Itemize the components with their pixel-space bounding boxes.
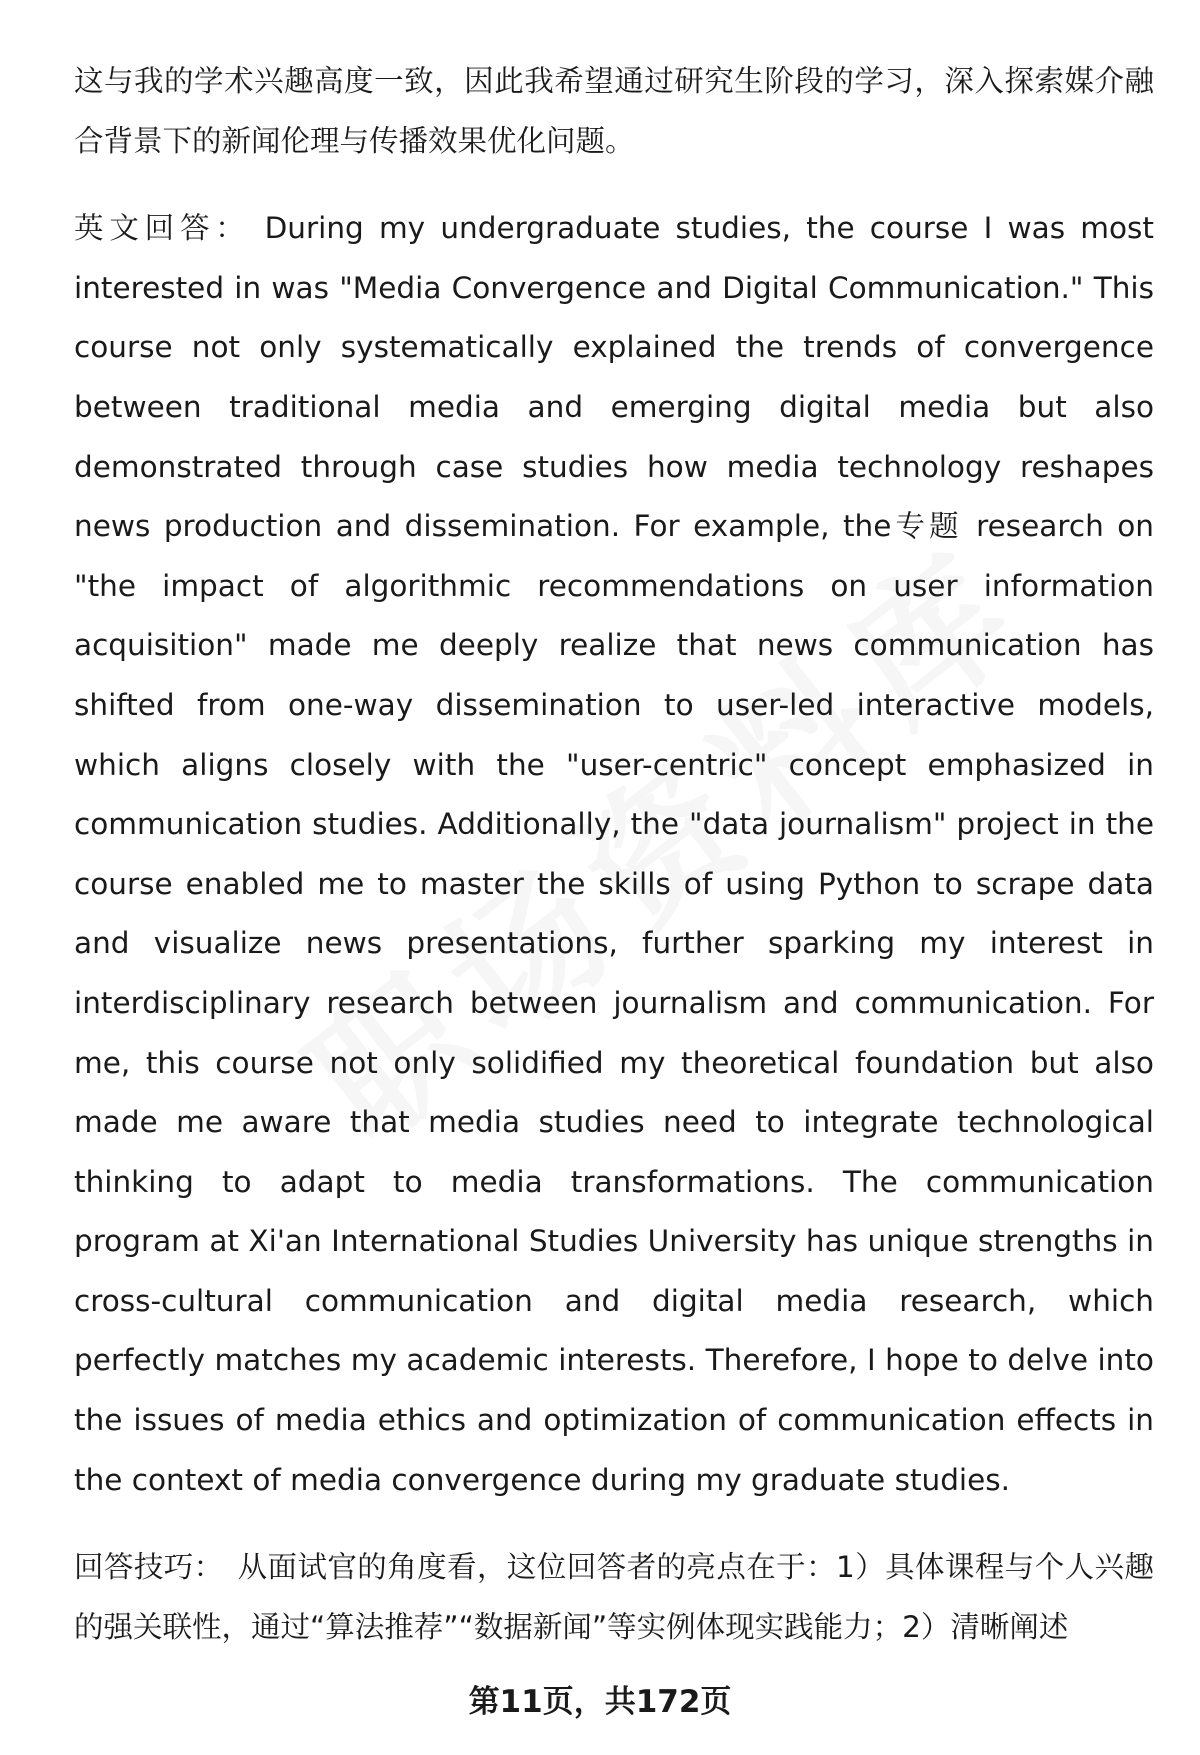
english-answer-text: During my undergraduate studies, the course I was most interested in was "Media Convergence and Digital Communication." This course not only systematically explained the trends of convergence between traditional media and emerging digital media but also demonstrated through case studies how media technology reshapes news production and dissemination. For example, the专题 research on "the impact of algorithmic recommendations on user information acquisition" made me deeply realize that news communication has shifted from one-way dissemination to user-led interactive models, which aligns closely with the "user-centric" concept emphasized in communication studies. Additionally, the "data journalism" project in the course enabled me to master the skills of using Python to scrape data and visualize news presentations, further sparking my interest in interdisciplinary research between journalism and communication. For me, this course not only solidified my theoretical foundation but also made me aware that media studies need to integrate technological thinking to adapt to media transformations. The communication program at Xi'an International Studies University has unique strengths in cross-cultural communication and digital media research, which perfectly matches my academic interests. Therefore, I hope to delve into the issues of media ethics and optimization of communication effects in the context of media convergence during my graduate studies. xyxy=(74,211,1154,1497)
tips-paragraph xyxy=(74,1538,1154,1657)
tips-text: 从面试官的角度看，这位回答者的亮点在于：1）具体课程与个人兴趣的强关联性，通过“算法推荐”“数据新闻”等实例体现实践能力；2）清晰阐述 xyxy=(74,1550,1154,1644)
page-indicator: 第11页，共172页 xyxy=(468,1684,732,1720)
english-answer-label: 英文回答： xyxy=(74,211,251,246)
continued-paragraph: 这与我的学术兴趣高度一致，因此我希望通过研究生阶段的学习，深入探索媒介融合背景下的新闻伦理与传播效果优化问题。 xyxy=(74,64,1154,158)
document-body xyxy=(74,52,1154,1657)
english-answer-paragraph xyxy=(74,199,1154,1510)
tips-label: 回答技巧： xyxy=(74,1550,224,1585)
